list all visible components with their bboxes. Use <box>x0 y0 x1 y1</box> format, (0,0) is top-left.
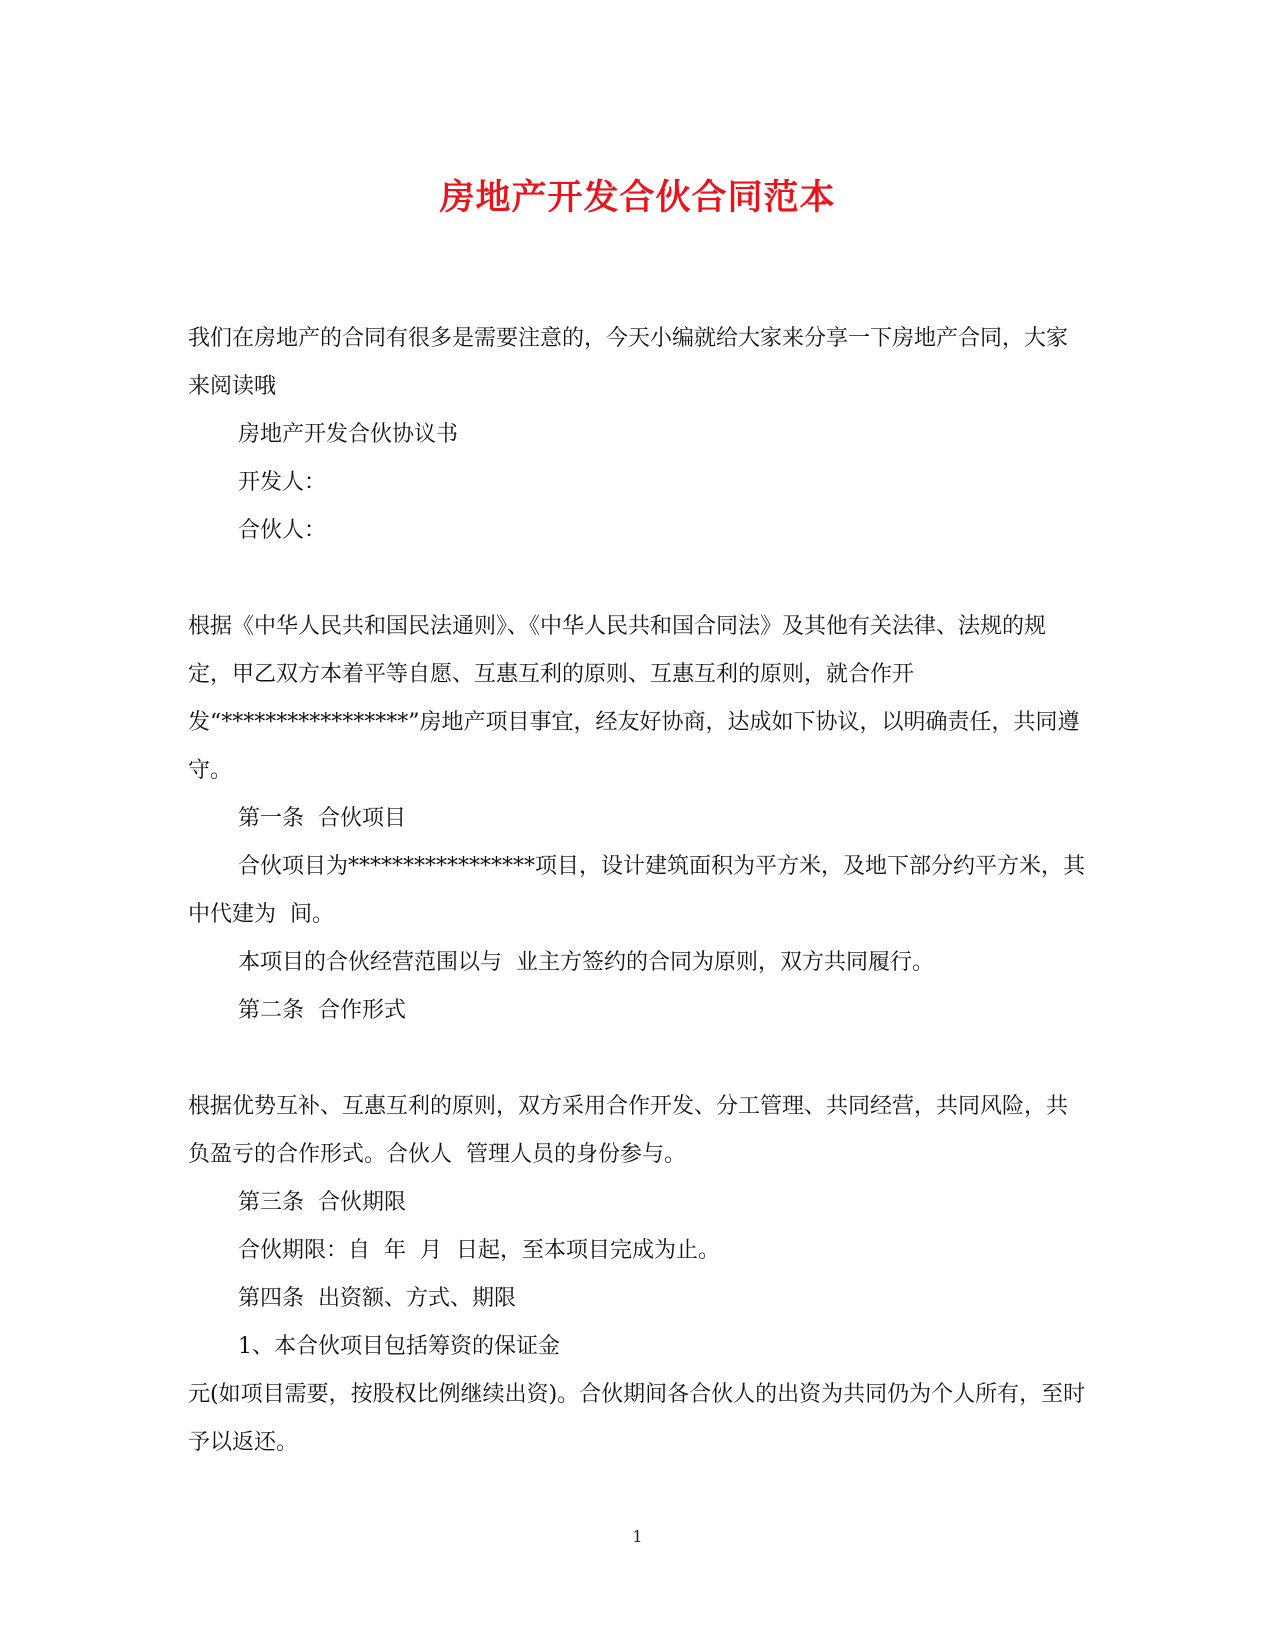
spacer <box>188 1035 1088 1083</box>
document-body <box>188 315 1088 1467</box>
basis-paragraph: 根据《中华人民共和国民法通则》、《中华人民共和国合同法》及其他有关法律、法规的规定，甲乙双方本着平等自愿、互惠互利的原则、互惠互利的原则，就合作开发“*****************”房地产项目事宜，经友好协商，达成如下协议，以明确责任，共同遵守。 <box>188 614 1080 783</box>
partner-line: 合伙人： <box>238 518 327 543</box>
article3-paragraph1: 合伙期限：自 年 月 日起，至本项目完成为止。 <box>238 1238 720 1263</box>
article4-heading: 第四条 出资额、方式、期限 <box>238 1286 516 1311</box>
intro-paragraph: 我们在房地产的合同有很多是需要注意的，今天小编就给大家来分享一下房地产合同，大家来阅读哦 <box>188 326 1069 399</box>
article4-item1: 1、本合伙项目包括筹资的保证金 <box>238 1334 560 1359</box>
article1-heading: 第一条 合伙项目 <box>238 806 406 831</box>
developer-line: 开发人： <box>238 470 327 495</box>
article1-paragraph1: 合伙项目为*****************项目，设计建筑面积为平方米，及地下部分约平方米，其中代建为 间。 <box>188 854 1086 927</box>
article1-paragraph2: 本项目的合伙经营范围以与 业主方签约的合同为原则，双方共同履行。 <box>238 950 934 975</box>
article3-heading: 第三条 合伙期限 <box>238 1190 406 1215</box>
article4-item1-continued: 元(如项目需要，按股权比例继续出资)。合伙期间各合伙人的出资为共同仍为个人所有，至时予以返还。 <box>188 1382 1086 1455</box>
spacer <box>188 555 1088 603</box>
document-title: 房地产开发合伙合同范本 <box>439 177 836 218</box>
agreement-title: 房地产开发合伙协议书 <box>238 422 459 447</box>
page-number: 1 <box>632 1527 643 1546</box>
article2-paragraph1: 根据优势互补、互惠互利的原则，双方采用合作开发、分工管理、共同经营，共同风险，共负盈亏的合作形式。合伙人 管理人员的身份参与。 <box>188 1094 1069 1167</box>
article2-heading: 第二条 合作形式 <box>238 998 406 1023</box>
